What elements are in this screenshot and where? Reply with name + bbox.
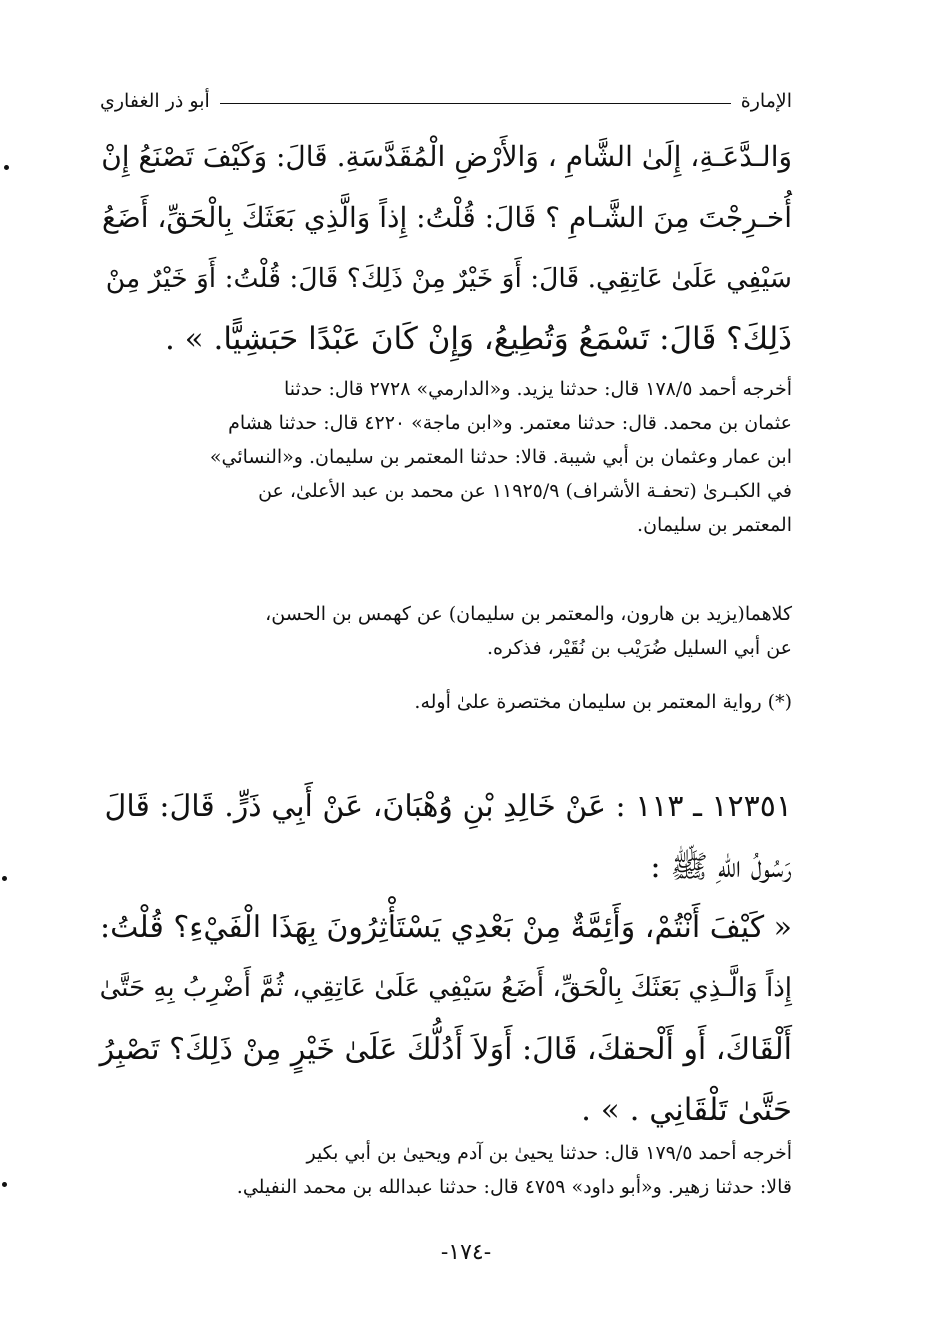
text-line: المعتمر بن سليمان.	[637, 514, 792, 536]
text-line: عثمان بن محمد. قال: حدثنا معتمر. و«ابن ماجة» ٤٢٢٠ قال: حدثنا هشام	[228, 412, 792, 434]
footnote-text: (*) رواية المعتمر بن سليمان مختصرة علىٰ أوله.	[414, 691, 792, 713]
hadith-2-text	[98, 897, 792, 1141]
running-header	[100, 86, 792, 116]
text-line: في الكبـرىٰ (تحفـة الأشراف) ١١٩٢٥/٩ عن محمد بن عبد الأعلىٰ، عن	[258, 480, 792, 502]
text-line: « كَيْفَ أَنْتُمْ، وَأَئِمَّةٌ مِنْ بَعْدِي يَسْتَأْثِرُونَ بِهَذَا الْفَيْءِ؟ قُلْتُ:	[99, 910, 792, 945]
text-line: عن أبي السليل ضُرَيْب بن نُقَيْر، فذكره.	[486, 637, 792, 659]
text-line: إِذاً وَالَّـذِي بَعَثَكَ بِالْحَقِّ، أَضَعُ سَيْفِي عَلَىٰ عَاتِقِي، ثُمَّ أَضْرِبُ بِهِ حَتَّىٰ	[99, 973, 792, 1003]
hadith-2-heading	[98, 776, 792, 898]
text-line: أُخـرِجْتَ مِنَ الشَّـامِ ؟ قَالَ: قُلْتُ: إِذاً وَالَّذِي بَعَثَكَ بِالْحَقِّ، أَضَعُ	[102, 201, 792, 234]
text-line: ذَلِكَ؟ قَالَ: تَسْمَعُ وَتُطِيعُ، وَإِنْ كَانَ عَبْدًا حَبَشِيًّا. » .	[164, 321, 792, 357]
header-companion-name: أبو ذر الغفاري	[100, 90, 210, 112]
isnad-1	[136, 597, 792, 665]
text-line: سَيْفِي عَلَىٰ عَاتِقِي. قَالَ: أَوَ خَيْرٌ مِنْ ذَلِكَ؟ قَالَ: قُلْتُ: أَوَ خَيْرٌ مِنْ	[105, 263, 792, 294]
text-line: وَالـدَّعَـةِ، إِلَىٰ الشَّامِ ، وَالأَرْضِ الْمُقَدَّسَةِ. قَالَ: وَكَيْفَ تَصْنَعُ إِنْ	[101, 140, 792, 173]
text-line: ابن عمار وعثمان بن أبي شيبة. قالا: حدثنا المعتمر بن سليمان. و«النسائي»	[209, 446, 792, 468]
page-number: -١٧٤-	[440, 1240, 492, 1265]
text-line: رَسُولُ اللهِ ﷺ :	[650, 849, 792, 885]
takhrij-1	[102, 372, 792, 542]
text-line: حَتَّىٰ تَلْقَانِي . » .	[581, 1092, 792, 1128]
hadith-1-end	[98, 126, 792, 370]
text-line: أخرجه أحمد ١٧٩/٥ قال: حدثنا يحيىٰ بن آدم ويحيىٰ بن أبي بكير	[306, 1142, 792, 1164]
scan-speck	[2, 876, 7, 881]
hadith-number-line: ١٢٣٥١ ـ ١١٣ : عَنْ خَالِدِ بْنِ وُهْبَانَ، عَنْ أَبِي ذَرٍّ. قَالَ: قَالَ	[104, 789, 792, 824]
text-line: أَلْقَاكَ، أَو أَلْحقكَ، قَالَ: أَوَلاَ أَدُلُّكَ عَلَىٰ خَيْرٍ مِنْ ذَلِكَ؟ تَصْبِرُ	[99, 1032, 792, 1067]
scan-speck	[4, 165, 9, 170]
footnote	[414, 685, 792, 719]
header-rule	[220, 103, 731, 104]
scan-speck	[2, 1182, 7, 1187]
header-chapter-title: الإمارة	[740, 90, 792, 112]
takhrij-2	[102, 1136, 792, 1204]
text-line: كلاهما(يزيد بن هارون، والمعتمر بن سليمان) عن كهمس بن الحسن،	[265, 603, 792, 625]
text-line: أخرجه أحمد ١٧٨/٥ قال: حدثنا يزيد. و«الدارمي» ٢٧٢٨ قال: حدثنا	[283, 378, 792, 400]
text-line: قالا: حدثنا زهير. و«أبو داود» ٤٧٥٩ قال: حدثنا عبدالله بن محمد النفيلي.	[236, 1176, 792, 1198]
